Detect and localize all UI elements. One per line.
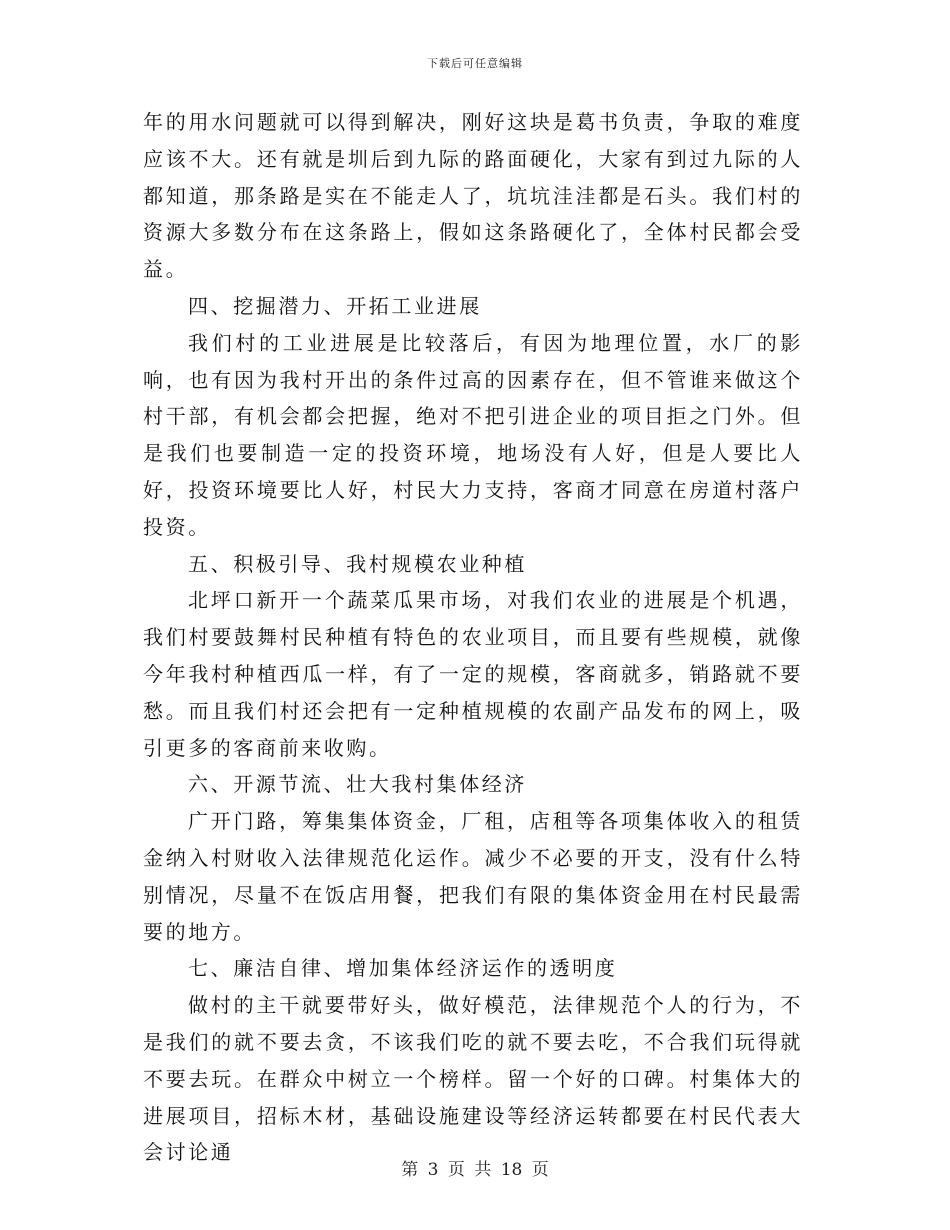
section-heading-4: 四、挖掘潜力、开拓工业进展 xyxy=(188,293,482,318)
section-heading-6: 六、开源节流、壮大我村集体经济 xyxy=(188,772,527,797)
page-number-footer: 第 3 页 共 18 页 xyxy=(401,1160,549,1180)
section-heading-5: 五、积极引导、我村规模农业种植 xyxy=(188,551,527,576)
paragraph-industry: 我们村的工业进展是比较落后，有因为地理位置，水厂的影响，也有因为我村开出的条件过高的因素存在，但不管谁来做这个村干部，有机会都会把握，绝对不把引进企业的项目拒之门外。但是我们也要制造一定的投资环境，地场没有人好，但是人要比人好，投资环境要比人好，村民大力支持，客商才同意在房道村落户投资。 xyxy=(143,330,803,539)
paragraph-continuation: 年的用水问题就可以得到解决，刚好这块是葛书负责，争取的难度应该不大。还有就是圳后到九际的路面硬化，大家有到过九际的人都知道，那条路是实在不能走人了，坑坑洼洼都是石头。我们村的资源大多数分布在这条路上，假如这条路硬化了，全体村民都会受益。 xyxy=(143,110,803,282)
section-heading-7: 七、廉洁自律、增加集体经济运作的透明度 xyxy=(188,956,618,981)
paragraph-economy: 广开门路，筹集集体资金，厂租，店租等各项集体收入的租赁金纳入村财收入法律规范化运作。减少不必要的开支，没有什么特别情况，尽量不在饭店用餐，把我们有限的集体资金用在村民最需要的地方。 xyxy=(143,809,803,944)
document-body xyxy=(143,104,803,1171)
page-header: 下载后可任意编辑 xyxy=(427,57,523,70)
paragraph-transparency: 做村的主干就要带好头，做好模范，法律规范个人的行为，不是我们的就不要去贪，不该我们吃的就不要去吃，不合我们玩得就不要去玩。在群众中树立一个榜样。留一个好的口碑。村集体大的进展项目，招标木材，基础设施建设等经济运转都要在村民代表大会讨论通 xyxy=(143,993,803,1165)
paragraph-agriculture: 北坪口新开一个蔬菜瓜果市场，对我们农业的进展是个机遇，我们村要鼓舞村民种植有特色的农业项目，而且要有些规模，就像今年我村种植西瓜一样，有了一定的规模，客商就多，销路就不要愁。而且我们村还会把有一定种植规模的农副产品发布的网上，吸引更多的客商前来收购。 xyxy=(143,588,803,760)
